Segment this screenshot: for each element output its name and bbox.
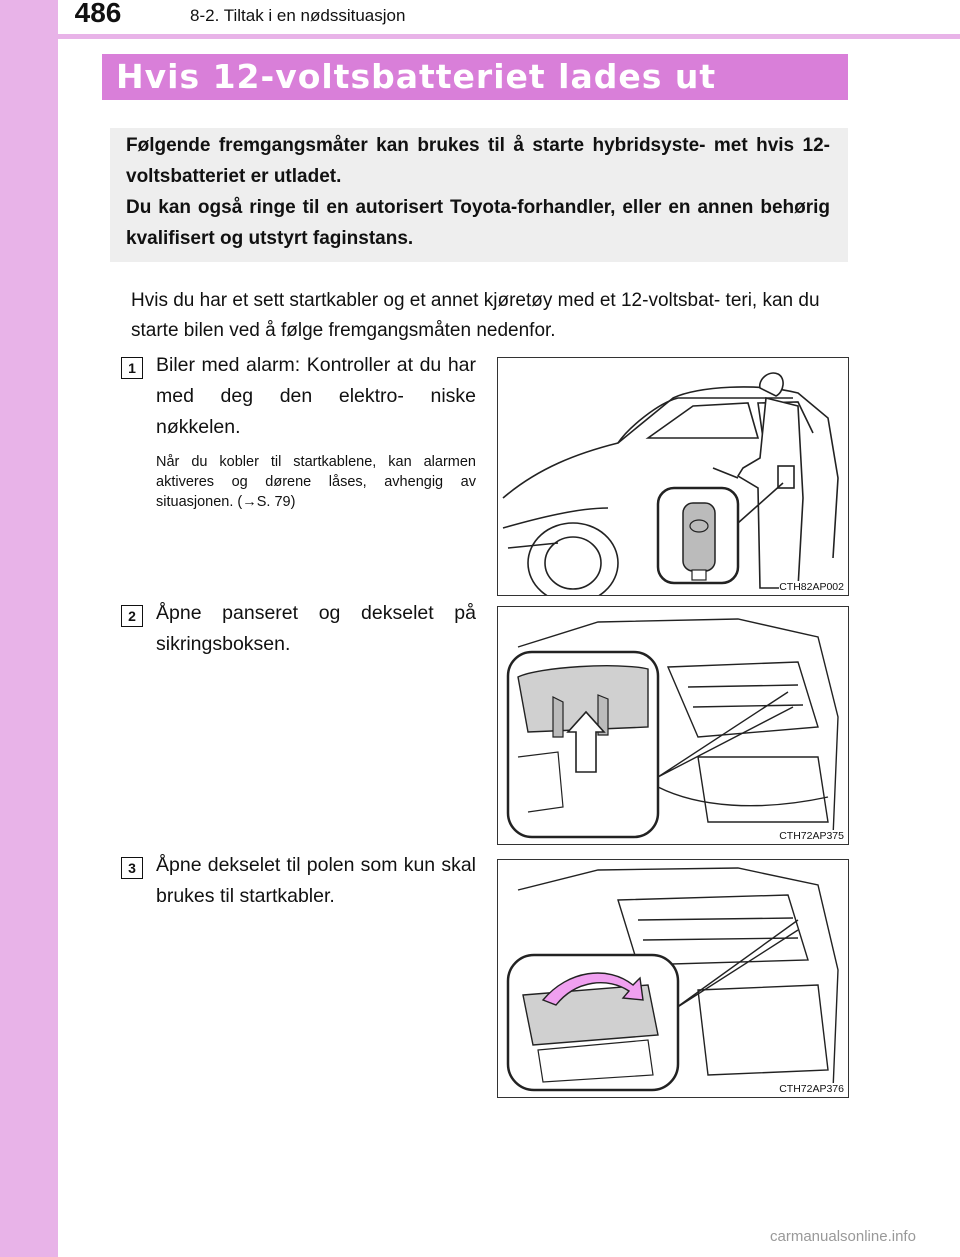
figure-fuse-box bbox=[497, 606, 849, 845]
page-ref-link[interactable]: S. 79) bbox=[256, 494, 296, 510]
watermark: carmanualsonline.info bbox=[770, 1228, 916, 1245]
intro-box bbox=[110, 128, 848, 262]
figure-jump-terminal bbox=[497, 859, 849, 1098]
step-number-1: 1 bbox=[121, 357, 143, 379]
jump-start-terminal-illustration bbox=[498, 860, 848, 1097]
lead-paragraph: Hvis du har et sett startkabler og et annet kjøretøy med et 12-voltsbat- teri, kan du starte bilen ved å følge fremgangsmåten nedenfor. bbox=[131, 290, 820, 341]
step-number-2: 2 bbox=[121, 605, 143, 627]
engine-bay-fuse-box-illustration bbox=[498, 607, 848, 844]
header-rule bbox=[58, 34, 960, 39]
section-title: 8-2. Tiltak i en nødssituasjon bbox=[190, 6, 406, 25]
page-number: 486 bbox=[74, 0, 122, 28]
step-text-1: Biler med alarm: Kontroller at du har med deg den elektro- niske nøkkelen. bbox=[156, 354, 476, 438]
car-and-key-illustration bbox=[498, 358, 848, 595]
side-tab bbox=[0, 0, 58, 1257]
step-number-3: 3 bbox=[121, 857, 143, 879]
figure-code-2: CTH72AP375 bbox=[779, 830, 844, 842]
note-text: Når du kobler til startkablene, kan alarmen aktiveres og dørene låses, avhengig av situasjonen. ( bbox=[156, 454, 476, 510]
step-note bbox=[156, 452, 476, 512]
figure-code-3: CTH72AP376 bbox=[779, 1083, 844, 1095]
step-text-2: Åpne panseret og dekselet på sikringsboksen. bbox=[156, 602, 476, 655]
title-bar bbox=[102, 54, 848, 100]
figure-code-1: CTH82AP002 bbox=[779, 581, 844, 593]
figure-electronic-key bbox=[497, 357, 849, 596]
page-title: Hvis 12-voltsbatteriet lades ut bbox=[116, 57, 717, 96]
intro-paragraph-1: Følgende fremgangsmåter kan brukes til å starte hybridsyste- met hvis 12-voltsbatteriet er utladet. bbox=[126, 135, 830, 187]
intro-paragraph-2: Du kan også ringe til en autorisert Toyota-forhandler, eller en annen behørig kvalifisert og utstyrt faginstans. bbox=[126, 197, 830, 249]
arrow-icon: → bbox=[242, 494, 257, 510]
step-text-3: Åpne dekselet til polen som kun skal brukes til startkabler. bbox=[156, 854, 476, 907]
